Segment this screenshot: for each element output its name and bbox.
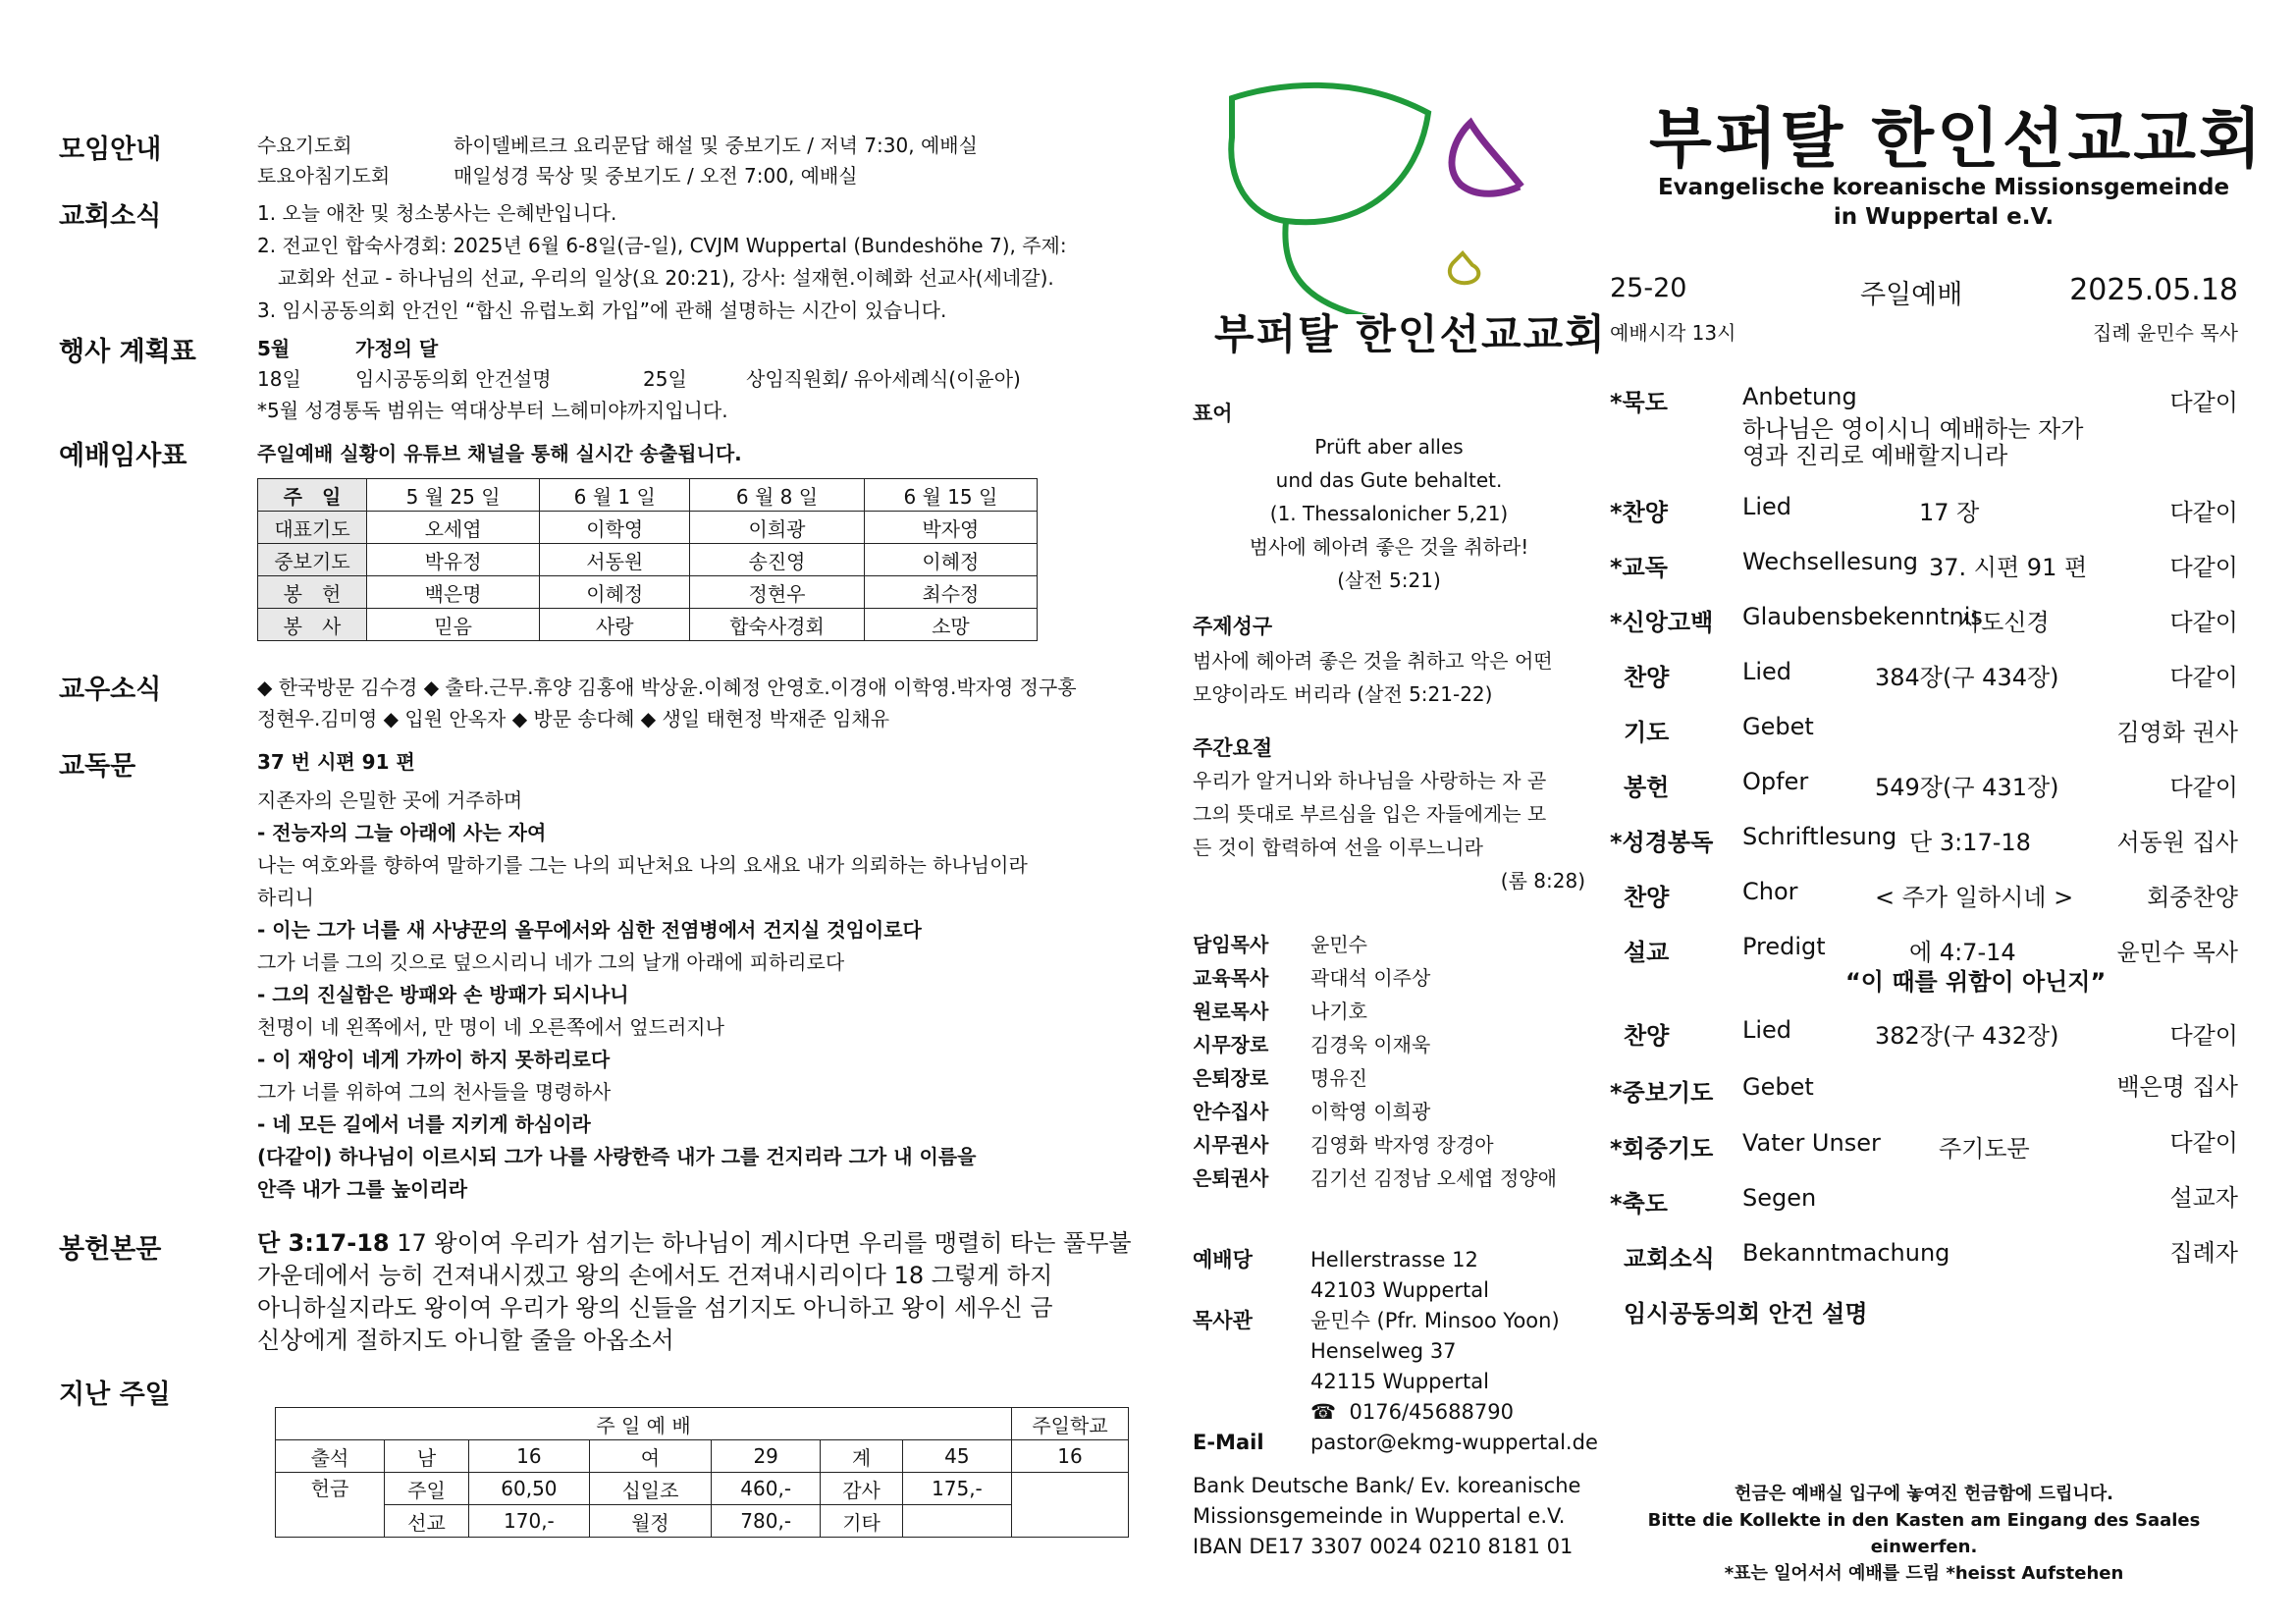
table-cell: 5 월 25 일: [367, 479, 540, 512]
theme-line: 모양이라도 버리라 (살전 5:21-22): [1193, 682, 1493, 706]
table-cell: 송진영: [690, 544, 865, 576]
order-person: 설교자: [2169, 1184, 2238, 1212]
order-person: 다같이: [2169, 1022, 2238, 1050]
table-cell: 6 월 8 일: [690, 479, 865, 512]
order-item: 기도: [1624, 719, 1670, 746]
meeting-desc: 매일성경 묵상 및 중보기도 / 오전 7:00, 예배실: [454, 164, 858, 188]
table-cell: 봉 사: [258, 609, 367, 641]
service-leader: 집례 윤민수 목사: [2093, 321, 2238, 345]
church-title: 부퍼탈 한인선교교회: [1649, 101, 2265, 177]
table-cell: 이혜정: [540, 576, 690, 609]
reading-line: 안즉 내가 그를 높이리라: [257, 1177, 468, 1201]
weekly-line: 우리가 알거니와 하나님을 사랑하는 자 곧: [1193, 769, 1547, 792]
table-cell: 남: [385, 1440, 469, 1473]
church-logo: [1217, 69, 1551, 314]
address-block: [1193, 1245, 1598, 1562]
order-detail: 37. 시편 91 편: [1929, 554, 2088, 581]
meeting-note: 임시공동의회 안건 설명: [1624, 1300, 1868, 1327]
order-german: Opfer: [1742, 768, 1809, 795]
table-cell: 주일학교: [1012, 1408, 1129, 1440]
order-german: Lied: [1742, 1016, 1792, 1044]
weekly-verse: [1193, 764, 1585, 897]
order-item: *신앙고백: [1610, 609, 1714, 636]
news-label: 교회소식: [59, 201, 162, 232]
officer-title: 은퇴권사: [1193, 1166, 1269, 1190]
order-item: *성경봉독: [1610, 829, 1714, 856]
table-cell: 주 일 예 배: [276, 1408, 1012, 1440]
officer-title: 시무장로: [1193, 1033, 1269, 1056]
table-cell: 감사: [821, 1473, 903, 1505]
table-header-row: [276, 1408, 1129, 1440]
last-sunday-label: 지난 주일: [59, 1380, 171, 1410]
manse-label: 목사관: [1193, 1309, 1253, 1332]
address-line: 42115 Wuppertal: [1310, 1370, 1489, 1393]
event-desc: 상임직원회/ 유아세례식(이윤아): [746, 367, 1021, 391]
table-row: [276, 1440, 1129, 1473]
order-german: Segen: [1742, 1184, 1817, 1212]
table-cell: 십일조: [589, 1473, 711, 1505]
members-line: ◆ 한국방문 김수경 ◆ 출타.근무.휴양 김홍애 박상윤.이혜정 안영호.이경애 이학영.박자영 정구홍: [257, 676, 1077, 699]
order-person: 다같이: [2169, 1129, 2238, 1157]
order-item: *교독: [1610, 554, 1668, 581]
table-cell: 이희광: [690, 512, 865, 544]
stem-shape: [1285, 221, 1394, 314]
order-person: 다같이: [2169, 389, 2238, 416]
reading-line: 그가 너를 그의 깃으로 덮으시리니 네가 그의 날개 아래에 피하리로다: [257, 950, 845, 974]
sermon-title: “이 때를 위함이 아닌지”: [1845, 968, 2107, 996]
table-cell: 최수정: [864, 576, 1037, 609]
motto-line: (살전 5:21): [1337, 568, 1441, 592]
offering-text-label: 봉헌본문: [59, 1234, 162, 1265]
officer-names: 윤민수: [1310, 933, 1367, 956]
officer-names: 나기호: [1310, 1000, 1367, 1023]
phone-icon: ☎: [1310, 1400, 1337, 1424]
event-desc: 임시공동의회 안건설명: [355, 367, 552, 391]
address-line: Henselweg 37: [1310, 1339, 1457, 1363]
email-label: E-Mail: [1193, 1431, 1264, 1454]
weekly-ref: (롬 8:28): [1500, 869, 1585, 893]
table-row: [258, 512, 1038, 544]
order-german: Predigt: [1742, 933, 1826, 960]
order-row: [1610, 493, 2238, 532]
officer-title: 담임목사: [1193, 933, 1269, 956]
order-extra: 하나님은 영이시니 예배하는 자가: [1742, 415, 2084, 443]
service-date: 2025.05.18: [2069, 273, 2238, 307]
officer-title: 시무권사: [1193, 1133, 1269, 1157]
order-row: [1610, 383, 2238, 469]
table-cell: 29: [712, 1440, 821, 1473]
officer-row: [1193, 1061, 1557, 1095]
officer-names: 곽대석 이주상: [1310, 966, 1431, 990]
table-cell: [1012, 1473, 1129, 1538]
table-cell: 780,-: [712, 1505, 821, 1538]
table-row: [276, 1505, 1129, 1538]
order-person: 다같이: [2169, 609, 2238, 636]
order-german: Chor: [1742, 878, 1798, 905]
order-item: 찬양: [1624, 664, 1670, 691]
reading-line: - 이 재앙이 네게 가까이 하지 못하리로다: [257, 1048, 611, 1071]
order-item: *회중기도: [1610, 1135, 1714, 1163]
table-cell: 주 일: [258, 479, 367, 512]
table-cell: 6 월 15 일: [864, 479, 1037, 512]
order-row: [1610, 933, 2238, 996]
motto-line: 범사에 헤아려 좋은 것을 취하라!: [1249, 535, 1529, 559]
meeting-desc: 하이델베르크 요리문답 해설 및 중보기도 / 저녁 7:30, 예배실: [454, 134, 978, 157]
officer-names: 김경욱 이재욱: [1310, 1033, 1431, 1056]
table-cell: 정현우: [690, 576, 865, 609]
reading-line: - 이는 그가 너를 새 사냥꾼의 올무에서와 심한 전염병에서 건지실 것임이로다: [257, 918, 922, 942]
footer-line: Bitte die Kollekte in den Kasten am Eingang des Saales einwerfen.: [1647, 1510, 2201, 1557]
offering-ref: 단 3:17-18: [257, 1229, 390, 1257]
motto-line: und das Gute behaltet.: [1275, 468, 1503, 492]
address-line: 윤민수 (Pfr. Minsoo Yoon): [1310, 1309, 1560, 1332]
order-person: 회중찬양: [2147, 884, 2238, 911]
logo-text: 부퍼탈 한인선교교회: [1214, 310, 1607, 358]
table-cell: 16: [469, 1440, 590, 1473]
reading-line: - 전능자의 그늘 아래에 사는 자여: [257, 821, 547, 844]
order-item: *묵도: [1610, 389, 1668, 416]
weekly-label: 주간요절: [1193, 736, 1273, 760]
table-cell: 봉 헌: [258, 576, 367, 609]
theme-verse: [1193, 644, 1553, 711]
table-cell: 주일: [385, 1473, 469, 1505]
church-subtitle: [1649, 173, 2238, 232]
duty-label: 예배임사표: [59, 441, 187, 471]
order-detail: 사도신경: [1958, 609, 2050, 636]
members-line: 정현우.김미영 ◆ 입원 안옥자 ◆ 방문 송다혜 ◆ 생일 태현정 박재준 임채유: [257, 707, 890, 731]
order-row: [1610, 768, 2238, 807]
officer-title: 은퇴장로: [1193, 1066, 1269, 1090]
officer-title: 교육목사: [1193, 966, 1269, 990]
officer-row: [1193, 1128, 1557, 1162]
theme-line: 범사에 헤아려 좋은 것을 취하고 악은 어떤: [1193, 649, 1553, 673]
order-german: Lied: [1742, 658, 1792, 685]
bank-line: Missionsgemeinde in Wuppertal e.V.: [1193, 1504, 1566, 1528]
reading-line: (다같이) 하나님이 이르시되 그가 나를 사랑한즉 내가 그를 건지리라 그가 내 이름을: [257, 1145, 977, 1168]
table-cell: 오세엽: [367, 512, 540, 544]
order-detail: 384장(구 434장): [1875, 664, 2059, 691]
weekly-line: 든 것이 합력하여 선을 이루느니라: [1193, 836, 1483, 859]
officer-row: [1193, 961, 1557, 995]
order-person: 백은명 집사: [2116, 1073, 2238, 1101]
table-cell: 이학영: [540, 512, 690, 544]
reading-line: 하리니: [257, 886, 314, 909]
order-detail: < 주가 일하시네 >: [1875, 884, 2074, 911]
officer-names: 김영화 박자영 장경아: [1310, 1133, 1494, 1157]
order-german: Lied: [1742, 493, 1792, 520]
order-item: *축도: [1610, 1190, 1668, 1218]
table-cell: 헌금: [276, 1473, 385, 1538]
order-german: Anbetung: [1742, 383, 1857, 410]
order-row: [1610, 1016, 2238, 1056]
table-cell: 45: [902, 1440, 1011, 1473]
service-time: 예배시각 13시: [1610, 321, 1736, 345]
order-german: Gebet: [1742, 713, 1814, 740]
officer-names: 명유진: [1310, 1066, 1367, 1090]
reading-label: 교독문: [59, 751, 136, 782]
order-item: 찬양: [1624, 1022, 1670, 1050]
table-cell: 월정: [589, 1505, 711, 1538]
reading-line: - 그의 진실함은 방패와 손 방패가 되시나니: [257, 983, 629, 1006]
order-detail: 주기도문: [1939, 1135, 2030, 1163]
news-item: 3. 임시공동의회 안건인 “합신 유럽노회 가입”에 관해 설명하는 시간이 있습니다.: [257, 298, 947, 322]
table-cell: 대표기도: [258, 512, 367, 544]
table-cell: 소망: [864, 609, 1037, 641]
table-cell: 175,-: [902, 1473, 1011, 1505]
table-cell: 460,-: [712, 1473, 821, 1505]
order-person: 집례자: [2169, 1239, 2238, 1267]
order-german: Schriftlesung: [1742, 823, 1897, 850]
table-cell: 기타: [821, 1505, 903, 1538]
motto: [1193, 430, 1585, 597]
order-item: *찬양: [1610, 499, 1668, 526]
reading-line: 지존자의 은밀한 곳에 거주하며: [257, 788, 523, 812]
officer-names: 이학영 이희광: [1310, 1100, 1431, 1123]
order-person: 다같이: [2169, 664, 2238, 691]
order-row: [1610, 548, 2238, 587]
last-sunday-table: [275, 1407, 1129, 1538]
bank-line: IBAN DE17 3307 0024 0210 8181 01: [1193, 1535, 1574, 1558]
table-header-row: [258, 479, 1038, 512]
order-person: 다같이: [2169, 774, 2238, 801]
members-label: 교우소식: [59, 675, 162, 705]
address-line: Hellerstrasse 12: [1310, 1248, 1478, 1272]
meeting-name: 수요기도회: [257, 134, 352, 157]
events-month: 5월: [257, 337, 291, 360]
offering-line: 아니하실지라도 왕이여 우리가 왕의 신들을 섬기지도 아니하고 왕이 세우신 금: [257, 1294, 1053, 1322]
order-detail: 에 4:7-14: [1909, 939, 2016, 966]
table-cell: 사랑: [540, 609, 690, 641]
leaf-left-shape: [1231, 85, 1428, 222]
news-item: 교회와 선교 - 하나님의 선교, 우리의 일상(요 20:21), 강사: 설재현.이혜화 선교사(세네갈).: [278, 266, 1054, 290]
table-cell: 계: [821, 1440, 903, 1473]
service-name: 주일예배: [1860, 280, 1963, 310]
order-german: Gebet: [1742, 1073, 1814, 1101]
meetings-label: 모임안내: [59, 135, 162, 165]
theme-label: 주제성구: [1193, 615, 1273, 638]
order-item: 찬양: [1624, 884, 1670, 911]
table-cell: 여: [589, 1440, 711, 1473]
table-row: [258, 576, 1038, 609]
duty-table: [257, 478, 1038, 641]
order-detail: 549장(구 431장): [1875, 774, 2059, 801]
order-person: 김영화 권사: [2116, 719, 2238, 746]
duty-note: 주일예배 실황이 유튜브 채널을 통해 실시간 송출됩니다.: [257, 442, 742, 465]
table-row: [258, 544, 1038, 576]
motto-line: (1. Thessalonicher 5,21): [1269, 502, 1509, 525]
table-cell: 60,50: [469, 1473, 590, 1505]
reading-line: 천명이 네 왼쪽에서, 만 명이 네 오른쪽에서 엎드러지나: [257, 1015, 724, 1039]
order-german: Wechsellesung: [1742, 548, 1919, 575]
officer-row: [1193, 928, 1557, 961]
order-row: [1610, 878, 2238, 917]
order-item: 교회소식: [1624, 1245, 1715, 1272]
order-row: [1610, 823, 2238, 862]
table-cell: 6 월 1 일: [540, 479, 690, 512]
order-row: [1610, 1129, 2238, 1168]
officers-list: [1193, 928, 1557, 1195]
motto-label: 표어: [1193, 402, 1233, 425]
order-detail: 단 3:17-18: [1909, 829, 2031, 856]
table-cell: 170,-: [469, 1505, 590, 1538]
order-person: 서동원 집사: [2116, 829, 2238, 856]
officer-row: [1193, 1028, 1557, 1061]
table-cell: 백은명: [367, 576, 540, 609]
reading-line: 그가 너를 위하여 그의 천사들을 명령하사: [257, 1080, 612, 1104]
table-cell: 서동원: [540, 544, 690, 576]
events-note: *5월 성경통독 범위는 역대상부터 느헤미야까지입니다.: [257, 399, 728, 422]
offering-text: [257, 1227, 1141, 1357]
order-german: Bekanntmachung: [1742, 1239, 1950, 1267]
table-cell: 중보기도: [258, 544, 367, 576]
news-item: 1. 오늘 애찬 및 청소봉사는 은혜반입니다.: [257, 201, 617, 225]
table-cell: 합숙사경회: [690, 609, 865, 641]
table-cell: 16: [1012, 1440, 1129, 1473]
event-date: 18일: [257, 367, 301, 391]
church-address-label: 예배당: [1193, 1248, 1253, 1272]
seed-shape: [1450, 253, 1478, 283]
offering-line: 신상에게 절하지도 아니할 줄을 아옵소서: [257, 1326, 674, 1354]
footer-line: *표는 일어서서 예배를 드림 *heisst Aufstehen: [1724, 1563, 2124, 1584]
table-cell: 선교: [385, 1505, 469, 1538]
phone-number: 0176/45688790: [1349, 1400, 1514, 1424]
reading-line: 나는 여호와를 향하여 말하기를 그는 나의 피난처요 나의 요새요 내가 의뢰하는 하나님이라: [257, 853, 1028, 877]
order-person: 윤민수 목사: [2116, 939, 2238, 966]
order-row: [1610, 603, 2238, 642]
order-extra: 영과 진리로 예배할지니라: [1742, 442, 2008, 469]
officer-row: [1193, 1095, 1557, 1128]
order-person: 다같이: [2169, 554, 2238, 581]
footer-notes: [1610, 1481, 2238, 1587]
order-item: 봉헌: [1624, 774, 1670, 801]
bank-line: Bank Deutsche Bank/ Ev. koreanische: [1193, 1474, 1581, 1497]
order-item: 설교: [1624, 939, 1670, 966]
subtitle-line: Evangelische koreanische Missionsgemeinde: [1657, 175, 2230, 200]
table-row: [276, 1473, 1129, 1505]
footer-line: 헌금은 예배실 입구에 놓여진 헌금함에 드립니다.: [1735, 1484, 2113, 1504]
leaf-right-shape: [1452, 123, 1522, 193]
order-row: [1610, 658, 2238, 697]
table-cell: 믿음: [367, 609, 540, 641]
reading-title: 37 번 시편 91 편: [257, 750, 415, 774]
events-theme: 가정의 달: [355, 337, 439, 360]
address-line: 42103 Wuppertal: [1310, 1278, 1489, 1302]
officer-title: 원로목사: [1193, 1000, 1269, 1023]
table-cell: [902, 1505, 1011, 1538]
weekly-line: 그의 뜻대로 부르심을 입은 자들에게는 모: [1193, 802, 1547, 826]
order-row: [1610, 713, 2238, 752]
order-detail: 382장(구 432장): [1875, 1022, 2059, 1050]
week-number: 25-20: [1610, 273, 1687, 303]
offering-line: 가운데에서 능히 건져내시겠고 왕의 손에서도 건져내시리이다 18 그렇게 하지: [257, 1262, 1053, 1289]
motto-line: Prüft aber alles: [1314, 435, 1464, 459]
order-detail: 17 장: [1919, 499, 1980, 526]
officer-names: 김기선 김정남 오세엽 정양애: [1310, 1166, 1557, 1190]
table-cell: 이혜정: [864, 544, 1037, 576]
table-cell: 박유정: [367, 544, 540, 576]
officer-title: 안수집사: [1193, 1100, 1269, 1123]
news-item: 2. 전교인 합숙사경회: 2025년 6월 6-8일(금-일), CVJM Wuppertal (Bundeshöhe 7), 주제:: [257, 234, 1067, 257]
order-item: *중보기도: [1610, 1079, 1714, 1107]
offering-line: 17 왕이여 우리가 섬기는 하나님이 계시다면 우리를 맹렬히 타는 풀무불: [397, 1229, 1132, 1257]
event-date: 25일: [643, 367, 687, 391]
events-label: 행사 계획표: [59, 337, 196, 367]
order-german: Glaubensbekenntnis: [1742, 603, 1983, 630]
order-row: [1610, 1239, 2238, 1278]
order-row: [1610, 1184, 2238, 1223]
subtitle-line: in Wuppertal e.V.: [1833, 204, 2055, 230]
reading-line: - 네 모든 길에서 너를 지키게 하심이라: [257, 1112, 591, 1136]
table-cell: 박자영: [864, 512, 1037, 544]
reading-text: [257, 785, 1141, 1206]
officer-row: [1193, 1162, 1557, 1195]
order-row: [1610, 1073, 2238, 1112]
meeting-name: 토요아침기도회: [257, 164, 391, 188]
table-row: [258, 609, 1038, 641]
order-person: 다같이: [2169, 499, 2238, 526]
order-german: Vater Unser: [1742, 1129, 1881, 1157]
officer-row: [1193, 995, 1557, 1028]
table-cell: 출석: [276, 1440, 385, 1473]
email-link[interactable]: pastor@ekmg-wuppertal.de: [1310, 1431, 1598, 1454]
